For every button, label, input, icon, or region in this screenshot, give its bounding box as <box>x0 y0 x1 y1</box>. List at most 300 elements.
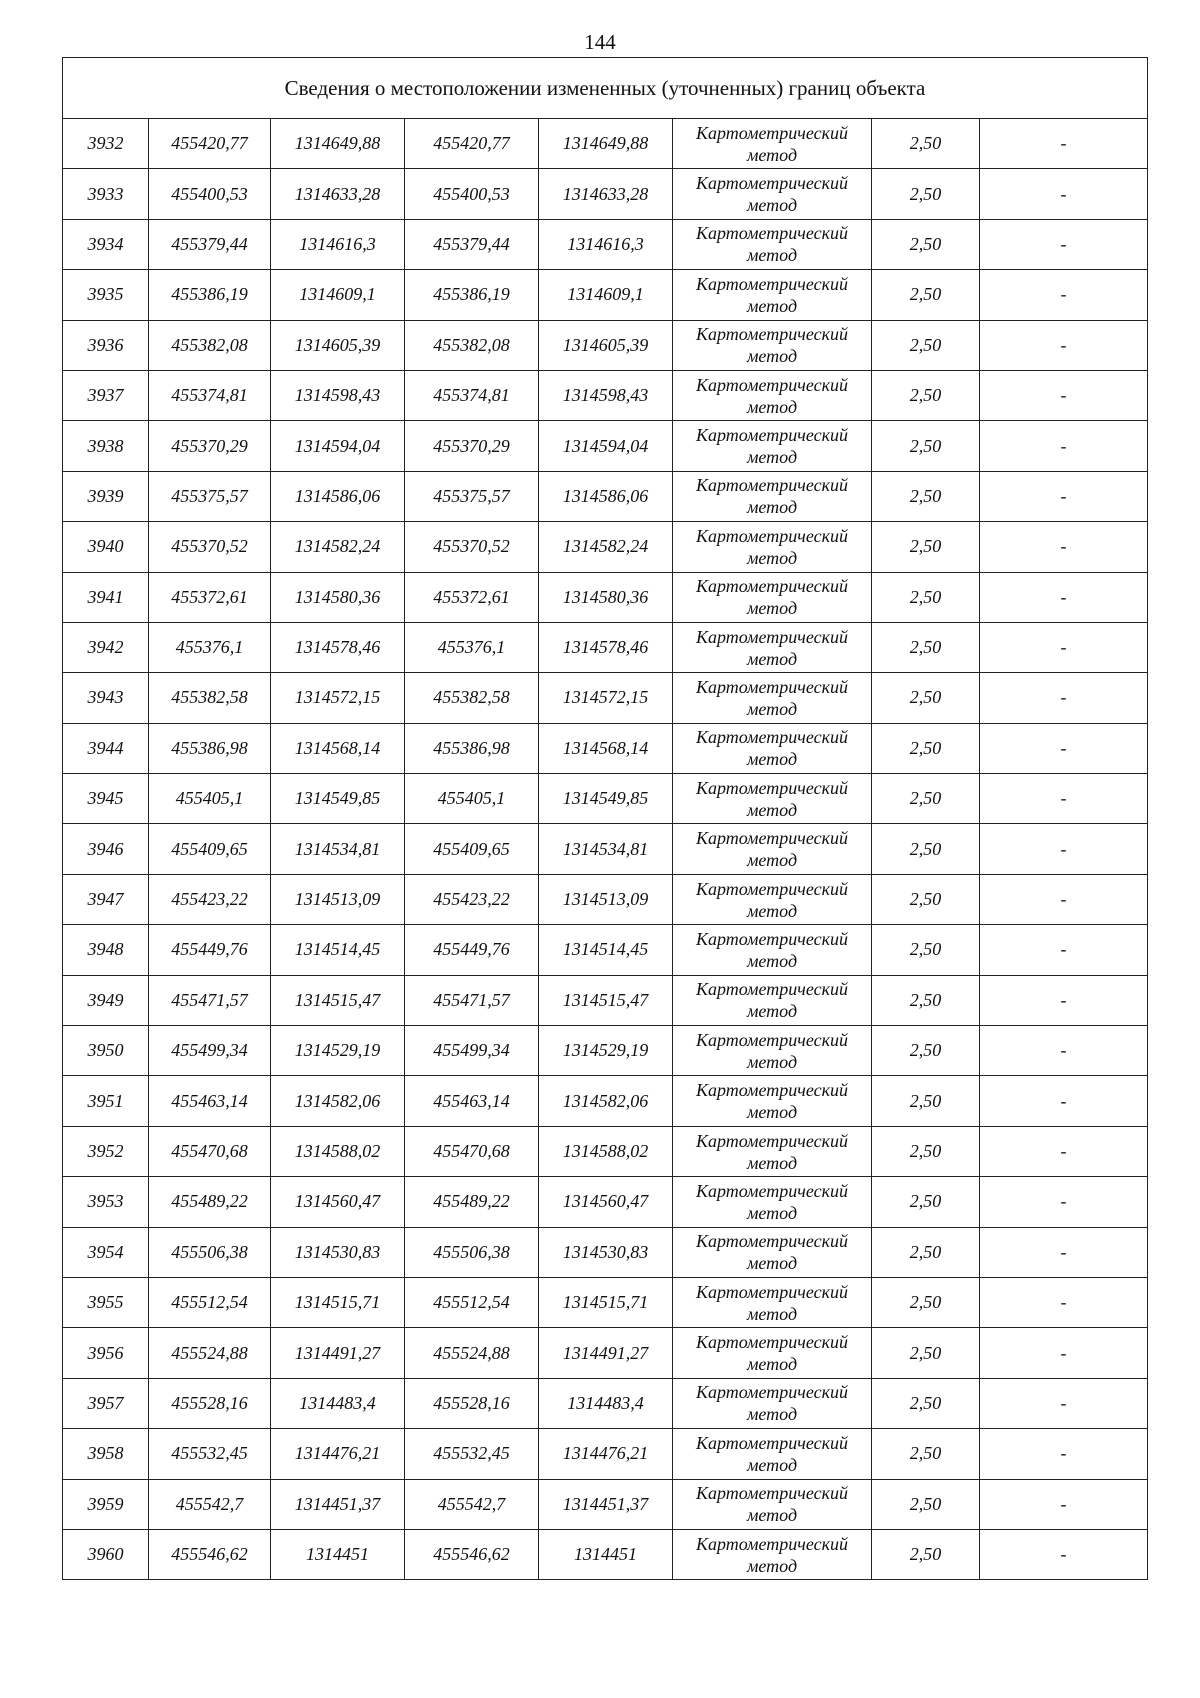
method-cell <box>673 925 872 975</box>
accuracy-cell: 2,50 <box>872 975 980 1025</box>
x-new-cell: 455506,38 <box>405 1227 539 1277</box>
method-line-2: метод <box>746 900 798 921</box>
table-row <box>63 824 1148 874</box>
x-new-cell: 455382,08 <box>405 320 539 370</box>
note-cell: - <box>980 1026 1148 1076</box>
y-old-cell: 1314530,83 <box>271 1227 405 1277</box>
method-line-2: метод <box>746 1555 798 1576</box>
x-new-cell: 455370,29 <box>405 421 539 471</box>
method-cell <box>673 673 872 723</box>
method-cell <box>673 471 872 521</box>
method-cell <box>673 975 872 1025</box>
table-row <box>63 1479 1148 1529</box>
point-number-cell: 3939 <box>63 471 149 521</box>
accuracy-cell: 2,50 <box>872 1076 980 1126</box>
table-title: Сведения о местоположении измененных (уточненных) границ объекта <box>63 58 1148 119</box>
point-number-cell: 3940 <box>63 522 149 572</box>
y-new-cell: 1314515,47 <box>539 975 673 1025</box>
table-row <box>63 723 1148 773</box>
x-old-cell: 455375,57 <box>149 471 271 521</box>
x-new-cell: 455374,81 <box>405 370 539 420</box>
method-line-2: метод <box>746 547 798 568</box>
point-number-cell: 3954 <box>63 1227 149 1277</box>
method-line-2: метод <box>746 245 798 266</box>
x-new-cell: 455542,7 <box>405 1479 539 1529</box>
y-old-cell: 1314534,81 <box>271 824 405 874</box>
method-line-1: Картометрический <box>695 979 848 1000</box>
y-new-cell: 1314572,15 <box>539 673 673 723</box>
y-old-cell: 1314572,15 <box>271 673 405 723</box>
y-old-cell: 1314580,36 <box>271 572 405 622</box>
method-cell <box>673 1026 872 1076</box>
y-new-cell: 1314586,06 <box>539 471 673 521</box>
note-cell: - <box>980 270 1148 320</box>
method-line-1: Картометрический <box>695 1180 848 1201</box>
x-new-cell: 455470,68 <box>405 1126 539 1176</box>
x-old-cell: 455528,16 <box>149 1378 271 1428</box>
accuracy-cell: 2,50 <box>872 320 980 370</box>
note-cell: - <box>980 622 1148 672</box>
point-number-cell: 3951 <box>63 1076 149 1126</box>
x-old-cell: 455423,22 <box>149 874 271 924</box>
y-old-cell: 1314451 <box>271 1529 405 1579</box>
method-line-1: Картометрический <box>695 1130 848 1151</box>
x-new-cell: 455512,54 <box>405 1277 539 1327</box>
note-cell: - <box>980 219 1148 269</box>
y-old-cell: 1314515,47 <box>271 975 405 1025</box>
x-old-cell: 455386,98 <box>149 723 271 773</box>
method-cell <box>673 1227 872 1277</box>
point-number-cell: 3950 <box>63 1026 149 1076</box>
x-old-cell: 455542,7 <box>149 1479 271 1529</box>
table-row <box>63 1529 1148 1579</box>
method-line-1: Картометрический <box>695 928 848 949</box>
x-new-cell: 455405,1 <box>405 774 539 824</box>
table-row <box>63 1378 1148 1428</box>
point-number-cell: 3938 <box>63 421 149 471</box>
method-line-1: Картометрический <box>695 1382 848 1403</box>
y-new-cell: 1314549,85 <box>539 774 673 824</box>
note-cell: - <box>980 1328 1148 1378</box>
method-cell <box>673 1529 872 1579</box>
method-line-1: Картометрический <box>695 1281 848 1302</box>
accuracy-cell: 2,50 <box>872 673 980 723</box>
table-row <box>63 925 1148 975</box>
note-cell: - <box>980 320 1148 370</box>
x-old-cell: 455382,58 <box>149 673 271 723</box>
method-line-2: метод <box>746 1202 798 1223</box>
x-new-cell: 455372,61 <box>405 572 539 622</box>
method-cell <box>673 572 872 622</box>
point-number-cell: 3943 <box>63 673 149 723</box>
table-row <box>63 1026 1148 1076</box>
point-number-cell: 3955 <box>63 1277 149 1327</box>
x-new-cell: 455528,16 <box>405 1378 539 1428</box>
y-old-cell: 1314588,02 <box>271 1126 405 1176</box>
method-line-1: Картометрический <box>695 777 848 798</box>
method-line-2: метод <box>746 1253 798 1274</box>
y-new-cell: 1314476,21 <box>539 1429 673 1479</box>
note-cell: - <box>980 1529 1148 1579</box>
table-row <box>63 774 1148 824</box>
x-old-cell: 455386,19 <box>149 270 271 320</box>
table-row <box>63 219 1148 269</box>
table-row <box>63 1429 1148 1479</box>
method-line-1: Картометрический <box>695 1231 848 1252</box>
method-cell <box>673 723 872 773</box>
table-row <box>63 119 1148 169</box>
method-line-2: метод <box>746 1505 798 1526</box>
x-old-cell: 455409,65 <box>149 824 271 874</box>
point-number-cell: 3936 <box>63 320 149 370</box>
x-new-cell: 455420,77 <box>405 119 539 169</box>
x-new-cell: 455471,57 <box>405 975 539 1025</box>
x-old-cell: 455382,08 <box>149 320 271 370</box>
point-number-cell: 3960 <box>63 1529 149 1579</box>
x-old-cell: 455400,53 <box>149 169 271 219</box>
point-number-cell: 3942 <box>63 622 149 672</box>
y-new-cell: 1314529,19 <box>539 1026 673 1076</box>
method-line-2: метод <box>746 447 798 468</box>
y-old-cell: 1314582,24 <box>271 522 405 572</box>
y-new-cell: 1314605,39 <box>539 320 673 370</box>
method-line-1: Картометрический <box>695 324 848 345</box>
x-new-cell: 455409,65 <box>405 824 539 874</box>
accuracy-cell: 2,50 <box>872 119 980 169</box>
x-old-cell: 455463,14 <box>149 1076 271 1126</box>
method-line-1: Картометрический <box>695 1533 848 1554</box>
method-line-2: метод <box>746 396 798 417</box>
method-line-2: метод <box>746 950 798 971</box>
y-old-cell: 1314605,39 <box>271 320 405 370</box>
point-number-cell: 3946 <box>63 824 149 874</box>
x-new-cell: 455423,22 <box>405 874 539 924</box>
x-old-cell: 455470,68 <box>149 1126 271 1176</box>
y-old-cell: 1314598,43 <box>271 370 405 420</box>
method-cell <box>673 169 872 219</box>
accuracy-cell: 2,50 <box>872 572 980 622</box>
table-row <box>63 1177 1148 1227</box>
accuracy-cell: 2,50 <box>872 370 980 420</box>
point-number-cell: 3937 <box>63 370 149 420</box>
x-new-cell: 455376,1 <box>405 622 539 672</box>
y-new-cell: 1314633,28 <box>539 169 673 219</box>
y-old-cell: 1314560,47 <box>271 1177 405 1227</box>
table-row <box>63 622 1148 672</box>
table-row <box>63 1227 1148 1277</box>
x-old-cell: 455471,57 <box>149 975 271 1025</box>
y-old-cell: 1314483,4 <box>271 1378 405 1428</box>
x-new-cell: 455489,22 <box>405 1177 539 1227</box>
method-line-2: метод <box>746 1051 798 1072</box>
method-cell <box>673 522 872 572</box>
method-line-2: метод <box>746 648 798 669</box>
method-line-1: Картометрический <box>695 727 848 748</box>
note-cell: - <box>980 1277 1148 1327</box>
y-new-cell: 1314560,47 <box>539 1177 673 1227</box>
accuracy-cell: 2,50 <box>872 874 980 924</box>
accuracy-cell: 2,50 <box>872 824 980 874</box>
table-title-row <box>63 58 1148 119</box>
accuracy-cell: 2,50 <box>872 1479 980 1529</box>
method-cell <box>673 1076 872 1126</box>
note-cell: - <box>980 975 1148 1025</box>
accuracy-cell: 2,50 <box>872 169 980 219</box>
y-old-cell: 1314514,45 <box>271 925 405 975</box>
x-new-cell: 455400,53 <box>405 169 539 219</box>
y-new-cell: 1314649,88 <box>539 119 673 169</box>
y-new-cell: 1314578,46 <box>539 622 673 672</box>
y-old-cell: 1314568,14 <box>271 723 405 773</box>
method-line-1: Картометрический <box>695 1332 848 1353</box>
y-old-cell: 1314476,21 <box>271 1429 405 1479</box>
x-old-cell: 455370,52 <box>149 522 271 572</box>
x-old-cell: 455374,81 <box>149 370 271 420</box>
method-cell <box>673 1429 872 1479</box>
note-cell: - <box>980 723 1148 773</box>
y-new-cell: 1314568,14 <box>539 723 673 773</box>
note-cell: - <box>980 774 1148 824</box>
x-old-cell: 455489,22 <box>149 1177 271 1227</box>
note-cell: - <box>980 925 1148 975</box>
method-cell <box>673 1126 872 1176</box>
x-new-cell: 455532,45 <box>405 1429 539 1479</box>
method-line-2: метод <box>746 749 798 770</box>
note-cell: - <box>980 1076 1148 1126</box>
table-row <box>63 1277 1148 1327</box>
method-cell <box>673 370 872 420</box>
accuracy-cell: 2,50 <box>872 774 980 824</box>
y-new-cell: 1314598,43 <box>539 370 673 420</box>
y-new-cell: 1314582,24 <box>539 522 673 572</box>
table-row <box>63 320 1148 370</box>
y-old-cell: 1314609,1 <box>271 270 405 320</box>
x-new-cell: 455449,76 <box>405 925 539 975</box>
y-new-cell: 1314483,4 <box>539 1378 673 1428</box>
table-row <box>63 572 1148 622</box>
table-row <box>63 1328 1148 1378</box>
method-cell <box>673 219 872 269</box>
table-row <box>63 471 1148 521</box>
x-new-cell: 455546,62 <box>405 1529 539 1579</box>
y-new-cell: 1314534,81 <box>539 824 673 874</box>
y-new-cell: 1314580,36 <box>539 572 673 622</box>
method-line-1: Картометрический <box>695 576 848 597</box>
method-cell <box>673 1378 872 1428</box>
accuracy-cell: 2,50 <box>872 1328 980 1378</box>
method-cell <box>673 1328 872 1378</box>
y-new-cell: 1314582,06 <box>539 1076 673 1126</box>
method-line-2: метод <box>746 1404 798 1425</box>
method-line-2: метод <box>746 1102 798 1123</box>
accuracy-cell: 2,50 <box>872 270 980 320</box>
accuracy-cell: 2,50 <box>872 622 980 672</box>
table-row <box>63 975 1148 1025</box>
table-row <box>63 874 1148 924</box>
y-old-cell: 1314578,46 <box>271 622 405 672</box>
x-old-cell: 455420,77 <box>149 119 271 169</box>
method-line-1: Картометрический <box>695 223 848 244</box>
x-old-cell: 455532,45 <box>149 1429 271 1479</box>
point-number-cell: 3956 <box>63 1328 149 1378</box>
y-old-cell: 1314491,27 <box>271 1328 405 1378</box>
method-line-2: метод <box>746 850 798 871</box>
accuracy-cell: 2,50 <box>872 1026 980 1076</box>
method-line-1: Картометрический <box>695 676 848 697</box>
point-number-cell: 3935 <box>63 270 149 320</box>
accuracy-cell: 2,50 <box>872 1227 980 1277</box>
table-row <box>63 1076 1148 1126</box>
y-old-cell: 1314616,3 <box>271 219 405 269</box>
note-cell: - <box>980 1126 1148 1176</box>
y-old-cell: 1314582,06 <box>271 1076 405 1126</box>
y-old-cell: 1314649,88 <box>271 119 405 169</box>
method-line-1: Картометрический <box>695 1432 848 1453</box>
method-cell <box>673 622 872 672</box>
method-line-2: метод <box>746 698 798 719</box>
y-old-cell: 1314513,09 <box>271 874 405 924</box>
note-cell: - <box>980 169 1148 219</box>
x-old-cell: 455506,38 <box>149 1227 271 1277</box>
method-line-1: Картометрический <box>695 173 848 194</box>
x-old-cell: 455379,44 <box>149 219 271 269</box>
point-number-cell: 3941 <box>63 572 149 622</box>
method-cell <box>673 119 872 169</box>
method-line-1: Картометрический <box>695 525 848 546</box>
point-number-cell: 3958 <box>63 1429 149 1479</box>
method-cell <box>673 824 872 874</box>
point-number-cell: 3959 <box>63 1479 149 1529</box>
note-cell: - <box>980 1227 1148 1277</box>
accuracy-cell: 2,50 <box>872 421 980 471</box>
method-line-2: метод <box>746 497 798 518</box>
x-old-cell: 455546,62 <box>149 1529 271 1579</box>
table-row <box>63 673 1148 723</box>
table-row <box>63 1126 1148 1176</box>
x-old-cell: 455449,76 <box>149 925 271 975</box>
accuracy-cell: 2,50 <box>872 1126 980 1176</box>
method-cell <box>673 874 872 924</box>
method-cell <box>673 1479 872 1529</box>
x-new-cell: 455375,57 <box>405 471 539 521</box>
y-new-cell: 1314588,02 <box>539 1126 673 1176</box>
accuracy-cell: 2,50 <box>872 1277 980 1327</box>
method-line-2: метод <box>746 346 798 367</box>
method-cell <box>673 421 872 471</box>
x-old-cell: 455499,34 <box>149 1026 271 1076</box>
accuracy-cell: 2,50 <box>872 1429 980 1479</box>
x-new-cell: 455463,14 <box>405 1076 539 1126</box>
x-new-cell: 455386,98 <box>405 723 539 773</box>
y-new-cell: 1314491,27 <box>539 1328 673 1378</box>
table-row <box>63 421 1148 471</box>
method-line-1: Картометрический <box>695 475 848 496</box>
table-row <box>63 370 1148 420</box>
y-old-cell: 1314529,19 <box>271 1026 405 1076</box>
method-line-2: метод <box>746 1354 798 1375</box>
method-line-2: метод <box>746 1001 798 1022</box>
note-cell: - <box>980 119 1148 169</box>
x-new-cell: 455370,52 <box>405 522 539 572</box>
x-old-cell: 455524,88 <box>149 1328 271 1378</box>
point-number-cell: 3932 <box>63 119 149 169</box>
method-line-1: Картометрический <box>695 273 848 294</box>
method-line-2: метод <box>746 295 798 316</box>
point-number-cell: 3953 <box>63 1177 149 1227</box>
x-new-cell: 455524,88 <box>405 1328 539 1378</box>
note-cell: - <box>980 673 1148 723</box>
method-line-2: метод <box>746 598 798 619</box>
note-cell: - <box>980 522 1148 572</box>
method-line-2: метод <box>746 1152 798 1173</box>
x-old-cell: 455372,61 <box>149 572 271 622</box>
y-new-cell: 1314530,83 <box>539 1227 673 1277</box>
accuracy-cell: 2,50 <box>872 219 980 269</box>
y-new-cell: 1314616,3 <box>539 219 673 269</box>
accuracy-cell: 2,50 <box>872 925 980 975</box>
y-new-cell: 1314515,71 <box>539 1277 673 1327</box>
x-old-cell: 455512,54 <box>149 1277 271 1327</box>
method-line-1: Картометрический <box>695 122 848 143</box>
table-row <box>63 270 1148 320</box>
y-new-cell: 1314594,04 <box>539 421 673 471</box>
note-cell: - <box>980 824 1148 874</box>
table-body <box>63 58 1148 1580</box>
y-old-cell: 1314451,37 <box>271 1479 405 1529</box>
method-cell <box>673 320 872 370</box>
method-line-2: метод <box>746 1454 798 1475</box>
method-line-1: Картометрический <box>695 626 848 647</box>
point-number-cell: 3949 <box>63 975 149 1025</box>
x-old-cell: 455376,1 <box>149 622 271 672</box>
point-number-cell: 3934 <box>63 219 149 269</box>
point-number-cell: 3952 <box>63 1126 149 1176</box>
x-new-cell: 455386,19 <box>405 270 539 320</box>
note-cell: - <box>980 1429 1148 1479</box>
point-number-cell: 3957 <box>63 1378 149 1428</box>
x-old-cell: 455405,1 <box>149 774 271 824</box>
method-line-1: Картометрический <box>695 1029 848 1050</box>
method-line-1: Картометрический <box>695 374 848 395</box>
method-line-1: Картометрический <box>695 878 848 899</box>
note-cell: - <box>980 1479 1148 1529</box>
method-line-2: метод <box>746 144 798 165</box>
x-new-cell: 455499,34 <box>405 1026 539 1076</box>
note-cell: - <box>980 421 1148 471</box>
point-number-cell: 3948 <box>63 925 149 975</box>
y-new-cell: 1314451 <box>539 1529 673 1579</box>
method-line-1: Картометрический <box>695 828 848 849</box>
method-line-2: метод <box>746 1303 798 1324</box>
note-cell: - <box>980 471 1148 521</box>
method-line-1: Картометрический <box>695 425 848 446</box>
note-cell: - <box>980 370 1148 420</box>
accuracy-cell: 2,50 <box>872 723 980 773</box>
y-new-cell: 1314514,45 <box>539 925 673 975</box>
point-number-cell: 3945 <box>63 774 149 824</box>
x-old-cell: 455370,29 <box>149 421 271 471</box>
y-old-cell: 1314594,04 <box>271 421 405 471</box>
method-line-1: Картометрический <box>695 1483 848 1504</box>
point-number-cell: 3947 <box>63 874 149 924</box>
point-number-cell: 3944 <box>63 723 149 773</box>
accuracy-cell: 2,50 <box>872 522 980 572</box>
x-new-cell: 455382,58 <box>405 673 539 723</box>
method-cell <box>673 1177 872 1227</box>
y-new-cell: 1314513,09 <box>539 874 673 924</box>
y-new-cell: 1314451,37 <box>539 1479 673 1529</box>
x-new-cell: 455379,44 <box>405 219 539 269</box>
